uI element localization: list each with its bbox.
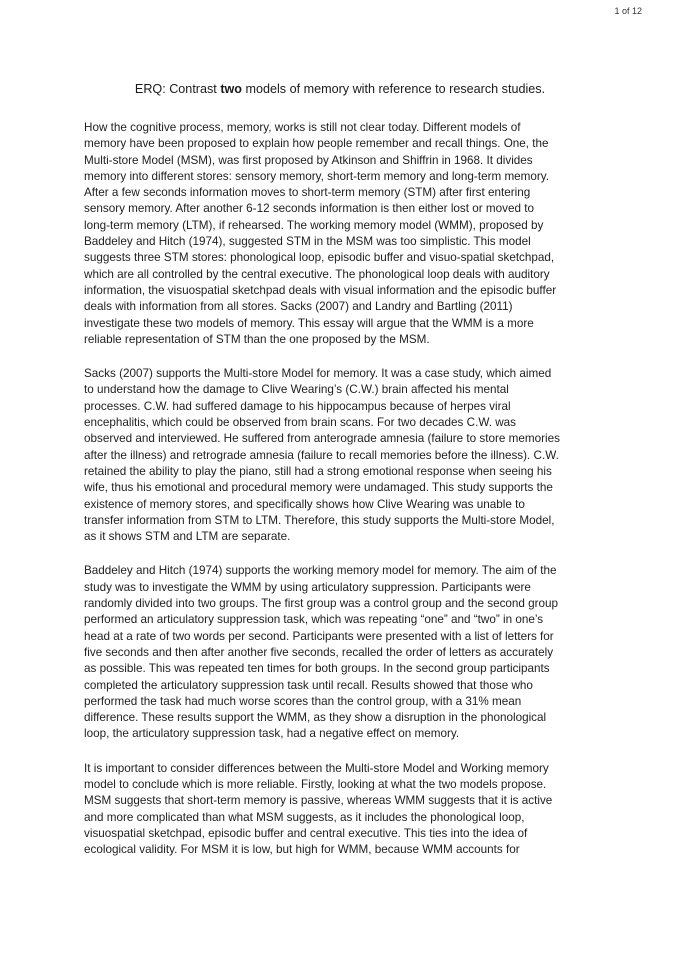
page-counter: 1 of 12 (614, 6, 642, 16)
text-line: memory into different stores: sensory memory, short-term memory and long-term memory. (84, 169, 550, 183)
essay-title-start: ERQ: Contrast (134, 82, 221, 96)
text-line: Baddeley and Hitch (1974) supports the working memory model for memory. The aim of the (84, 564, 557, 578)
text-line: and more complicated than what MSM suggests, as it includes the phonological loop, (84, 810, 525, 824)
essay-title (0, 82, 680, 96)
text-line: reliable representation of STM than the one proposed by the MSM. (84, 332, 430, 346)
text-line: observed and interviewed. He suffered from anterograde amnesia (failure to store memories (84, 432, 560, 446)
text-line: deals with information from all stores. Sacks (2007) and Landry and Bartling (2011) (84, 300, 513, 314)
text-line: memory have been proposed to explain how people remember and recall things. One, the (84, 137, 549, 151)
text-line: performed an articulatory suppression task, which was repeating “one” and “two” in one’s (84, 613, 544, 627)
text-line: information, the visuospatial sketchpad deals with visual information and the episodic buffer (84, 283, 557, 297)
text-line: performed the task had much worse scores than the control group, with a 31% mean (84, 694, 522, 708)
text-line: study was to investigate the WMM by using articulatory suppression. Participants were (84, 580, 531, 594)
text-line: suggests three STM stores: phonological loop, episodic buffer and visuo-spatial sketchpad, (84, 251, 555, 265)
essay-title-end: models of memory with reference to research studies. (242, 82, 546, 96)
text-line: It is important to consider differences between the Multi-store Model and Working memory (84, 761, 549, 775)
text-line: wife, thus his emotional and procedural memory were undamaged. This study supports the (84, 481, 553, 495)
text-line: randomly divided into two groups. The first group was a control group and the second group (84, 597, 559, 611)
text-line: as it shows STM and LTM are separate. (84, 530, 291, 544)
text-line: Multi-store Model (MSM), was first proposed by Atkinson and Shiffrin in 1968. It divides (84, 153, 533, 167)
text-line: long-term memory (LTM), if rehearsed. The working memory model (WMM), proposed by (84, 218, 544, 232)
text-line: as possible. This was repeated ten times for both groups. In the second group participants (84, 662, 550, 676)
text-line: head at a rate of two words per second. Participants were presented with a list of letters for (84, 629, 554, 643)
text-line: after the illness) and retrograde amnesia (failure to recall memories before the illness). C.W. (84, 448, 559, 462)
paragraph-2 (84, 366, 604, 545)
text-line: processes. C.W. had suffered damage to his hippocampus because of herpes viral (84, 399, 511, 413)
text-line: which are all controlled by the central executive. The phonological loop deals with auditory (84, 267, 550, 281)
text-line: Sacks (2007) supports the Multi-store Model for memory. It was a case study, which aimed (84, 367, 552, 381)
text-line: ecological validity. For MSM it is low, but high for WMM, because WMM accounts for (84, 843, 520, 857)
text-line: How the cognitive process, memory, works is still not clear today. Different models of (84, 121, 521, 134)
text-line: to understand how the damage to Clive Wearing’s (C.W.) brain affected his mental (84, 383, 509, 397)
text-line: completed the articulatory suppression task until recall. Results showed that those who (84, 678, 533, 692)
text-line: Baddeley and Hitch (1974), suggested STM in the MSM was too simplistic. This model (84, 235, 531, 249)
essay-title-emphasis: two (220, 82, 242, 96)
text-line: loop, the articulatory suppression task, had a negative effect on memory. (84, 727, 460, 741)
text-line: existence of memory stores, and specifically shows how Clive Wearing was unable to (84, 497, 525, 511)
paragraph-1 (84, 120, 604, 348)
text-line: After a few seconds information moves to short-term memory (STM) after first entering (84, 186, 531, 200)
text-line: investigate these two models of memory. This essay will argue that the WMM is a more (84, 316, 534, 330)
text-line: visuospatial sketchpad, episodic buffer and central executive. This ties into the idea of (84, 826, 528, 840)
text-line: encephalitis, which could be observed from brain scans. For two decades C.W. was (84, 416, 516, 430)
text-line: sensory memory. After another 6-12 seconds information is then either lost or moved to (84, 202, 534, 216)
text-line: MSM suggests that short-term memory is passive, whereas WMM suggests that it is active (84, 794, 553, 808)
text-line: difference. These results support the WMM, as they show a disruption in the phonological (84, 711, 547, 725)
text-line: retained the ability to play the piano, still had a strong emotional response when seeing his (84, 464, 552, 478)
paragraph-3 (84, 563, 604, 742)
text-line: five seconds and then after another five seconds, recalled the order of letters as accurately (84, 645, 554, 659)
essay-body (84, 120, 604, 876)
text-line: transfer information from STM to LTM. Therefore, this study supports the Multi-store Model, (84, 513, 555, 527)
text-line: model to conclude which is more reliable. Firstly, looking at what the two models propose. (84, 777, 547, 791)
paragraph-4 (84, 761, 604, 859)
